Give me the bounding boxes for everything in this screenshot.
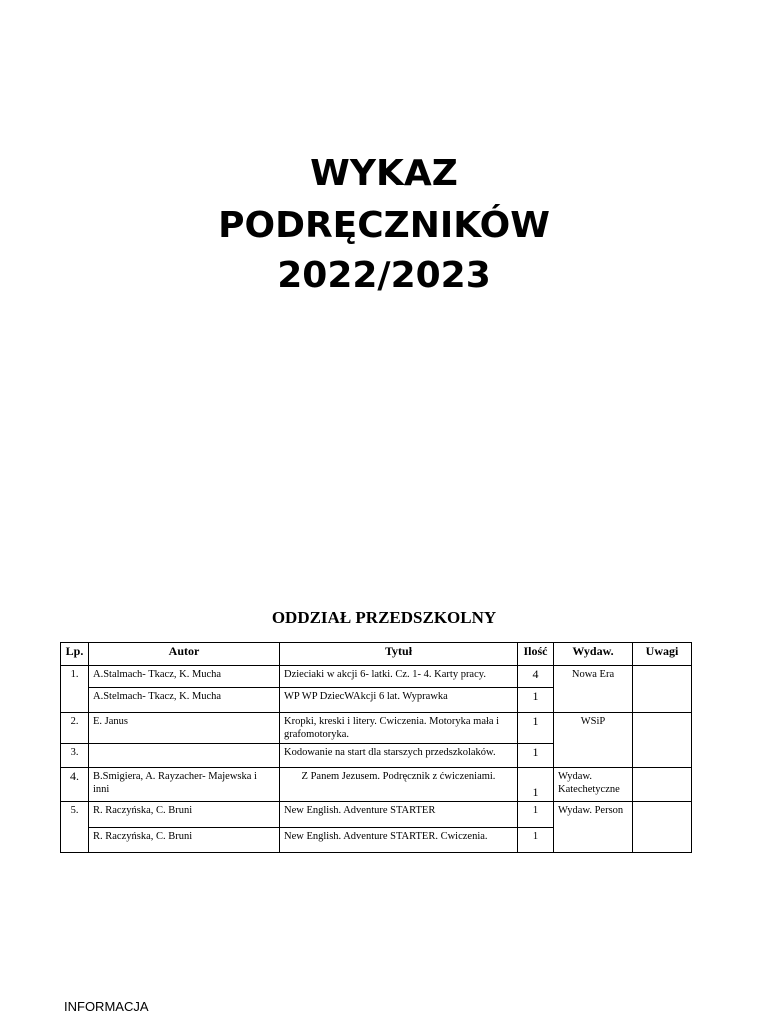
- row-qty: 1: [518, 828, 554, 853]
- header-qty: Ilość: [518, 643, 554, 666]
- row-notes: [633, 666, 692, 713]
- row-notes: [633, 802, 692, 853]
- row-publisher: Wydaw. Katechetyczne: [554, 768, 633, 802]
- header-lp: Lp.: [61, 643, 89, 666]
- row-author: R. Raczyńska, C. Bruni: [89, 802, 280, 828]
- table-row: [61, 768, 692, 802]
- row-title: WP WP DziecWAkcji 6 lat. Wyprawka: [280, 688, 518, 713]
- row-lp: 2.: [61, 713, 89, 744]
- footer-text: INFORMACJA: [64, 999, 149, 1014]
- row-qty: 1: [518, 802, 554, 828]
- row-title: New English. Adventure STARTER. Cwiczenia.: [280, 828, 518, 853]
- table-row: [61, 666, 692, 688]
- row-qty: 1: [518, 713, 554, 744]
- header-notes: Uwagi: [633, 643, 692, 666]
- row-title: Kodowanie na start dla starszych przedszkolaków.: [280, 744, 518, 768]
- row-author: B.Smigiera, A. Rayzacher- Majewska i inni: [89, 768, 280, 802]
- document-title-line-1: WYKAZ: [310, 153, 458, 194]
- row-notes: [633, 713, 692, 768]
- row-author: A.Stelmach- Tkacz, K. Mucha: [89, 688, 280, 713]
- row-lp: 5.: [61, 802, 89, 853]
- row-title: New English. Adventure STARTER: [280, 802, 518, 828]
- row-qty: 4: [518, 666, 554, 688]
- document-title-line-2: PODRĘCZNIKÓW: [218, 205, 550, 246]
- row-qty: 1: [518, 744, 554, 768]
- row-lp: 4.: [61, 768, 89, 802]
- row-publisher: Nowa Era: [554, 666, 633, 713]
- table-row: [61, 802, 692, 828]
- row-lp: 3.: [61, 744, 89, 768]
- row-title: Dzieciaki w akcji 6- latki. Cz. 1- 4. Karty pracy.: [280, 666, 518, 688]
- header-publisher: Wydaw.: [554, 643, 633, 666]
- row-notes: [633, 768, 692, 802]
- header-title: Tytuł: [280, 643, 518, 666]
- row-author: A.Stalmach- Tkacz, K. Mucha: [89, 666, 280, 688]
- table-row: [61, 713, 692, 744]
- row-title: Z Panem Jezusem. Podręcznik z ćwiczeniami.: [280, 768, 518, 802]
- textbook-table: [60, 642, 692, 853]
- document-title-line-3: 2022/2023: [277, 255, 491, 296]
- row-publisher: Wydaw. Person: [554, 802, 633, 853]
- table-header-row: [61, 643, 692, 666]
- row-author: E. Janus: [89, 713, 280, 744]
- header-author: Autor: [89, 643, 280, 666]
- row-author: [89, 744, 280, 768]
- row-lp: 1.: [61, 666, 89, 713]
- section-heading: ODDZIAŁ PRZEDSZKOLNY: [271, 608, 497, 627]
- row-publisher: WSiP: [554, 713, 633, 768]
- row-qty: 1: [518, 768, 554, 802]
- row-qty: 1: [518, 688, 554, 713]
- row-title: Kropki, kreski i litery. Cwiczenia. Motoryka mała i grafomotoryka.: [280, 713, 518, 744]
- row-author: R. Raczyńska, C. Bruni: [89, 828, 280, 853]
